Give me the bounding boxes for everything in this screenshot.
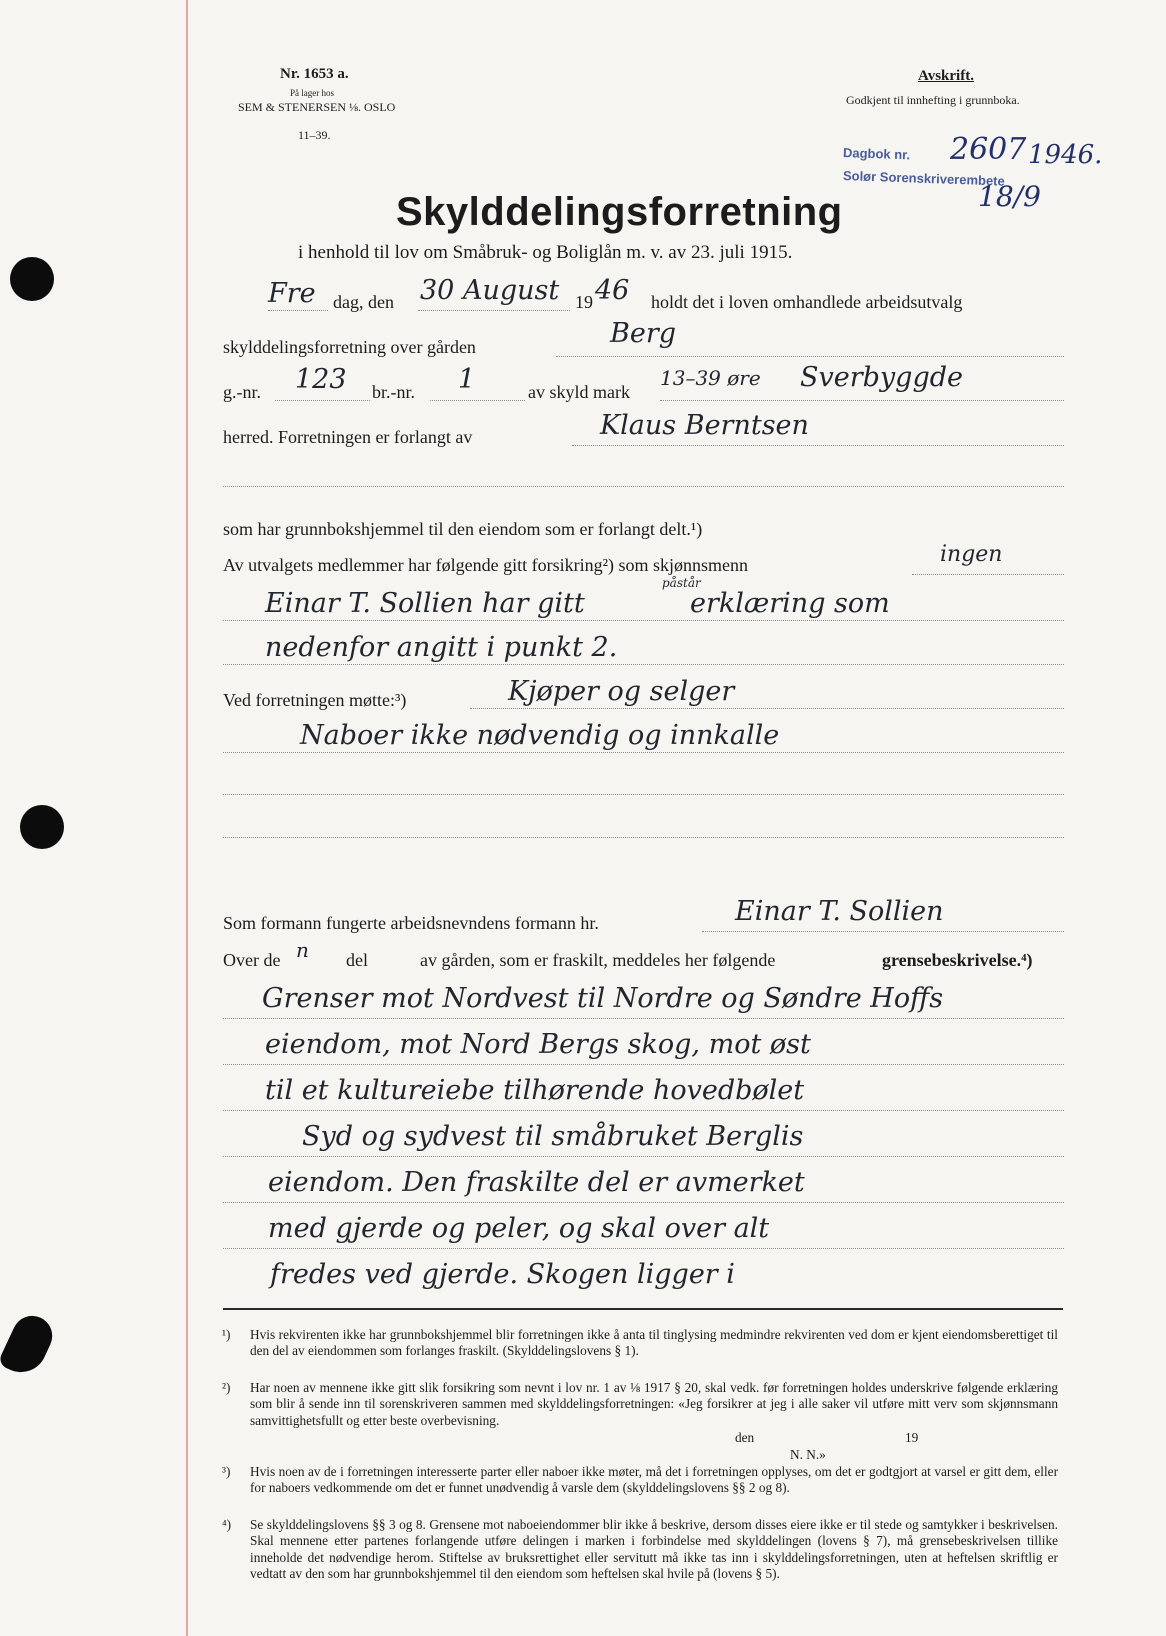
herred-label: herred. Forretningen er forlangt av — [223, 427, 473, 447]
forsikring-hw-insert: påstår — [662, 576, 701, 590]
grense-rule-5 — [223, 1202, 1064, 1203]
forsikring-line-2 — [223, 620, 1064, 621]
requester-line — [572, 445, 1064, 446]
footnote-3-mark: ³) — [222, 1464, 231, 1479]
print-date: 11–39. — [298, 128, 331, 142]
mote-line-4 — [223, 837, 1064, 838]
journal-number: 2607 — [950, 132, 1027, 167]
journal-stamp-label: Dagbok nr. — [842, 145, 911, 163]
skyld-label: av skyld mark — [528, 382, 630, 402]
date-value: 30 August — [420, 275, 560, 306]
over-hw: n — [296, 938, 309, 962]
over-label-bold: grensebeskrivelse.⁴) — [882, 950, 1033, 970]
document-title: Skylddelingsforretning — [396, 190, 843, 234]
requester-line-2 — [223, 486, 1064, 487]
weekday-line — [268, 310, 328, 311]
footnote-3 — [222, 1464, 1058, 1497]
footnote-2-mark: ²) — [222, 1380, 231, 1395]
grense-line-1: Grenser mot Nordvest til Nordre og Søndre Hoffs — [262, 983, 944, 1014]
year-value: 46 — [595, 275, 630, 306]
footnote-2-den: den — [735, 1430, 755, 1445]
skyld-value: 13–39 øre — [660, 366, 761, 390]
grense-line-2: eiendom, mot Nord Bergs skog, mot øst — [265, 1029, 811, 1060]
journal-date: 18/9 — [978, 180, 1041, 213]
document-subtitle: i henhold til lov om Småbruk- og Boliglån m. v. av 23. juli 1915. — [298, 242, 793, 263]
footnote-2 — [222, 1380, 1058, 1429]
over-label-b: del — [346, 950, 368, 970]
approved-text: Godkjent til innhefting i grunnboka. — [846, 93, 1020, 107]
mote-hw-2: Naboer ikke nødvendig og innkalle — [300, 720, 780, 751]
publisher-name: SEM & STENERSEN ⅛. OSLO — [238, 100, 396, 114]
footnote-2-text: Har noen av mennene ikke gitt slik forsikring som nevnt i lov nr. 1 av ⅛ 1917 § 20, skal vedk. før forretningen holdes underskrive følgende erklæring som blir å sende inn til sorenskriveren sammen med skylddelingsforretningen: «Jeg forsikrer at jeg i alle saker vil utføre mitt verv som skjønnsmann samvittighetsfullt og etter beste overbevisning. — [250, 1380, 1058, 1428]
weekday-value: Fre — [268, 278, 316, 309]
footnote-1-text: Hvis rekvirenten ikke har grunnbokshjemmel blir forretningen ikke å anta til tinglysing medmindre rekvirenten ved dom er kjent eiendomsberettiget til den del av eiendommen som forlanges fraskilt. (Skylddelingslovens § 1). — [250, 1327, 1058, 1359]
footnote-4-mark: ⁴) — [222, 1517, 232, 1532]
formann-label: Som formann fungerte arbeidsnevndens formann hr. — [223, 913, 599, 933]
punch-hole-middle — [20, 805, 64, 849]
grense-rule-1 — [223, 1018, 1064, 1019]
forsikring-line-3 — [223, 664, 1064, 665]
grense-line-4: Syd og sydvest til småbruket Berglis — [302, 1121, 804, 1152]
journal-stamp-office: Solør Sorenskriverembete — [842, 168, 1006, 189]
date-label: dag, den — [333, 292, 394, 312]
footnote-3-text: Hvis noen av de i forretningen interesserte parter eller naboer ikke møter, må det i forretningen opplyses, om det er godtgjort at varsel er gitt dem, eller for naboers vedkommende om det er funnet unødvendig å varsle dem (skylddelingslovens §§ 2 og 8). — [250, 1464, 1058, 1496]
bnr-value: 1 — [458, 364, 476, 395]
publisher-note: På lager hos — [290, 88, 334, 98]
bnr-line — [430, 400, 525, 401]
footnote-1 — [222, 1327, 1058, 1360]
formann-line — [702, 931, 1064, 932]
mote-line-2 — [223, 752, 1064, 753]
farm-line — [556, 356, 1064, 357]
grense-rule-3 — [223, 1110, 1064, 1111]
date-label-tail: holdt det i loven omhandlede arbeidsutvalg — [651, 292, 963, 312]
mote-line — [470, 708, 1064, 709]
footnote-2-year: 19 — [905, 1430, 919, 1445]
mote-hw-1: Kjøper og selger — [508, 676, 735, 707]
requester-name: Klaus Berntsen — [600, 410, 809, 441]
skyld-line — [660, 400, 1064, 401]
grense-line-6: med gjerde og peler, og skal over alt — [268, 1213, 770, 1244]
footnote-4 — [222, 1517, 1058, 1583]
copy-title: Avskrift. — [918, 68, 974, 84]
gnr-label: g.-nr. — [223, 382, 261, 402]
form-number: Nr. 1653 a. — [280, 66, 349, 82]
gnr-line — [275, 400, 370, 401]
over-label-c: av gården, som er fraskilt, meddeles her følgende — [420, 950, 776, 970]
punch-hole-bottom — [0, 1309, 59, 1380]
footnote-2-sign: N. N.» — [790, 1447, 826, 1462]
forsikring-hw-2: Einar T. Sollien har gitt — [265, 588, 585, 619]
formann-value: Einar T. Sollien — [735, 896, 944, 927]
grense-rule-2 — [223, 1064, 1064, 1065]
bnr-label: br.-nr. — [372, 382, 415, 402]
hjemmel-text: som har grunnbokshjemmel til den eiendom som er forlangt delt.¹) — [223, 519, 703, 539]
grense-rule-6 — [223, 1248, 1064, 1249]
grense-line-3: til et kultureiebe tilhørende hovedbølet — [265, 1075, 805, 1106]
margin-line — [186, 0, 188, 1636]
mote-label: Ved forretningen møtte:³) — [223, 690, 407, 710]
forsikring-hw-2b: erklæring som — [690, 588, 890, 619]
forsikring-line — [912, 574, 1064, 575]
forsikring-label: Av utvalgets medlemmer har følgende gitt forsikring²) som skjønnsmenn — [223, 555, 748, 575]
gnr-value: 123 — [295, 364, 347, 395]
mote-line-3 — [223, 794, 1064, 795]
year-prefix: 19 — [575, 292, 593, 312]
date-line — [418, 310, 570, 311]
footnote-separator — [223, 1308, 1063, 1310]
footnote-1-mark: ¹) — [222, 1327, 231, 1342]
journal-year: 1946. — [1028, 140, 1103, 170]
grense-rule-4 — [223, 1156, 1064, 1157]
punch-hole-top — [10, 257, 54, 301]
farm-label: skylddelingsforretning over gården — [223, 337, 476, 357]
municipality: Sverbyggde — [800, 362, 964, 393]
farm-name: Berg — [610, 318, 677, 349]
forsikring-hw-1: ingen — [940, 542, 1003, 567]
footnote-4-text: Se skylddelingslovens §§ 3 og 8. Grensene mot naboeiendommer blir ikke å beskrive, dersom disses eiere ikke er til stede og samtykker i beskrivelsen. Skal mennene etter partenes forlangende utføre delingen i marken i forbindelse med skylddelingen (lovens § 7), må grensebeskrivelsen tillike inneholde det nødvendige herom. Stiftelse av bruksrettighet eller servitutt må ikke tas inn i skylddelingsforretningen, uten at heftelsen skriftlig er vedtatt av den som har grunnbokshjemmel til den eiendom som heftelsen skal hvile på (lovens § 5). — [250, 1517, 1058, 1582]
grense-line-7: fredes ved gjerde. Skogen ligger i — [270, 1259, 735, 1290]
grense-line-5: eiendom. Den fraskilte del er avmerket — [268, 1167, 805, 1198]
over-label-a: Over de — [223, 950, 281, 970]
forsikring-hw-3: nedenfor angitt i punkt 2. — [265, 632, 618, 663]
